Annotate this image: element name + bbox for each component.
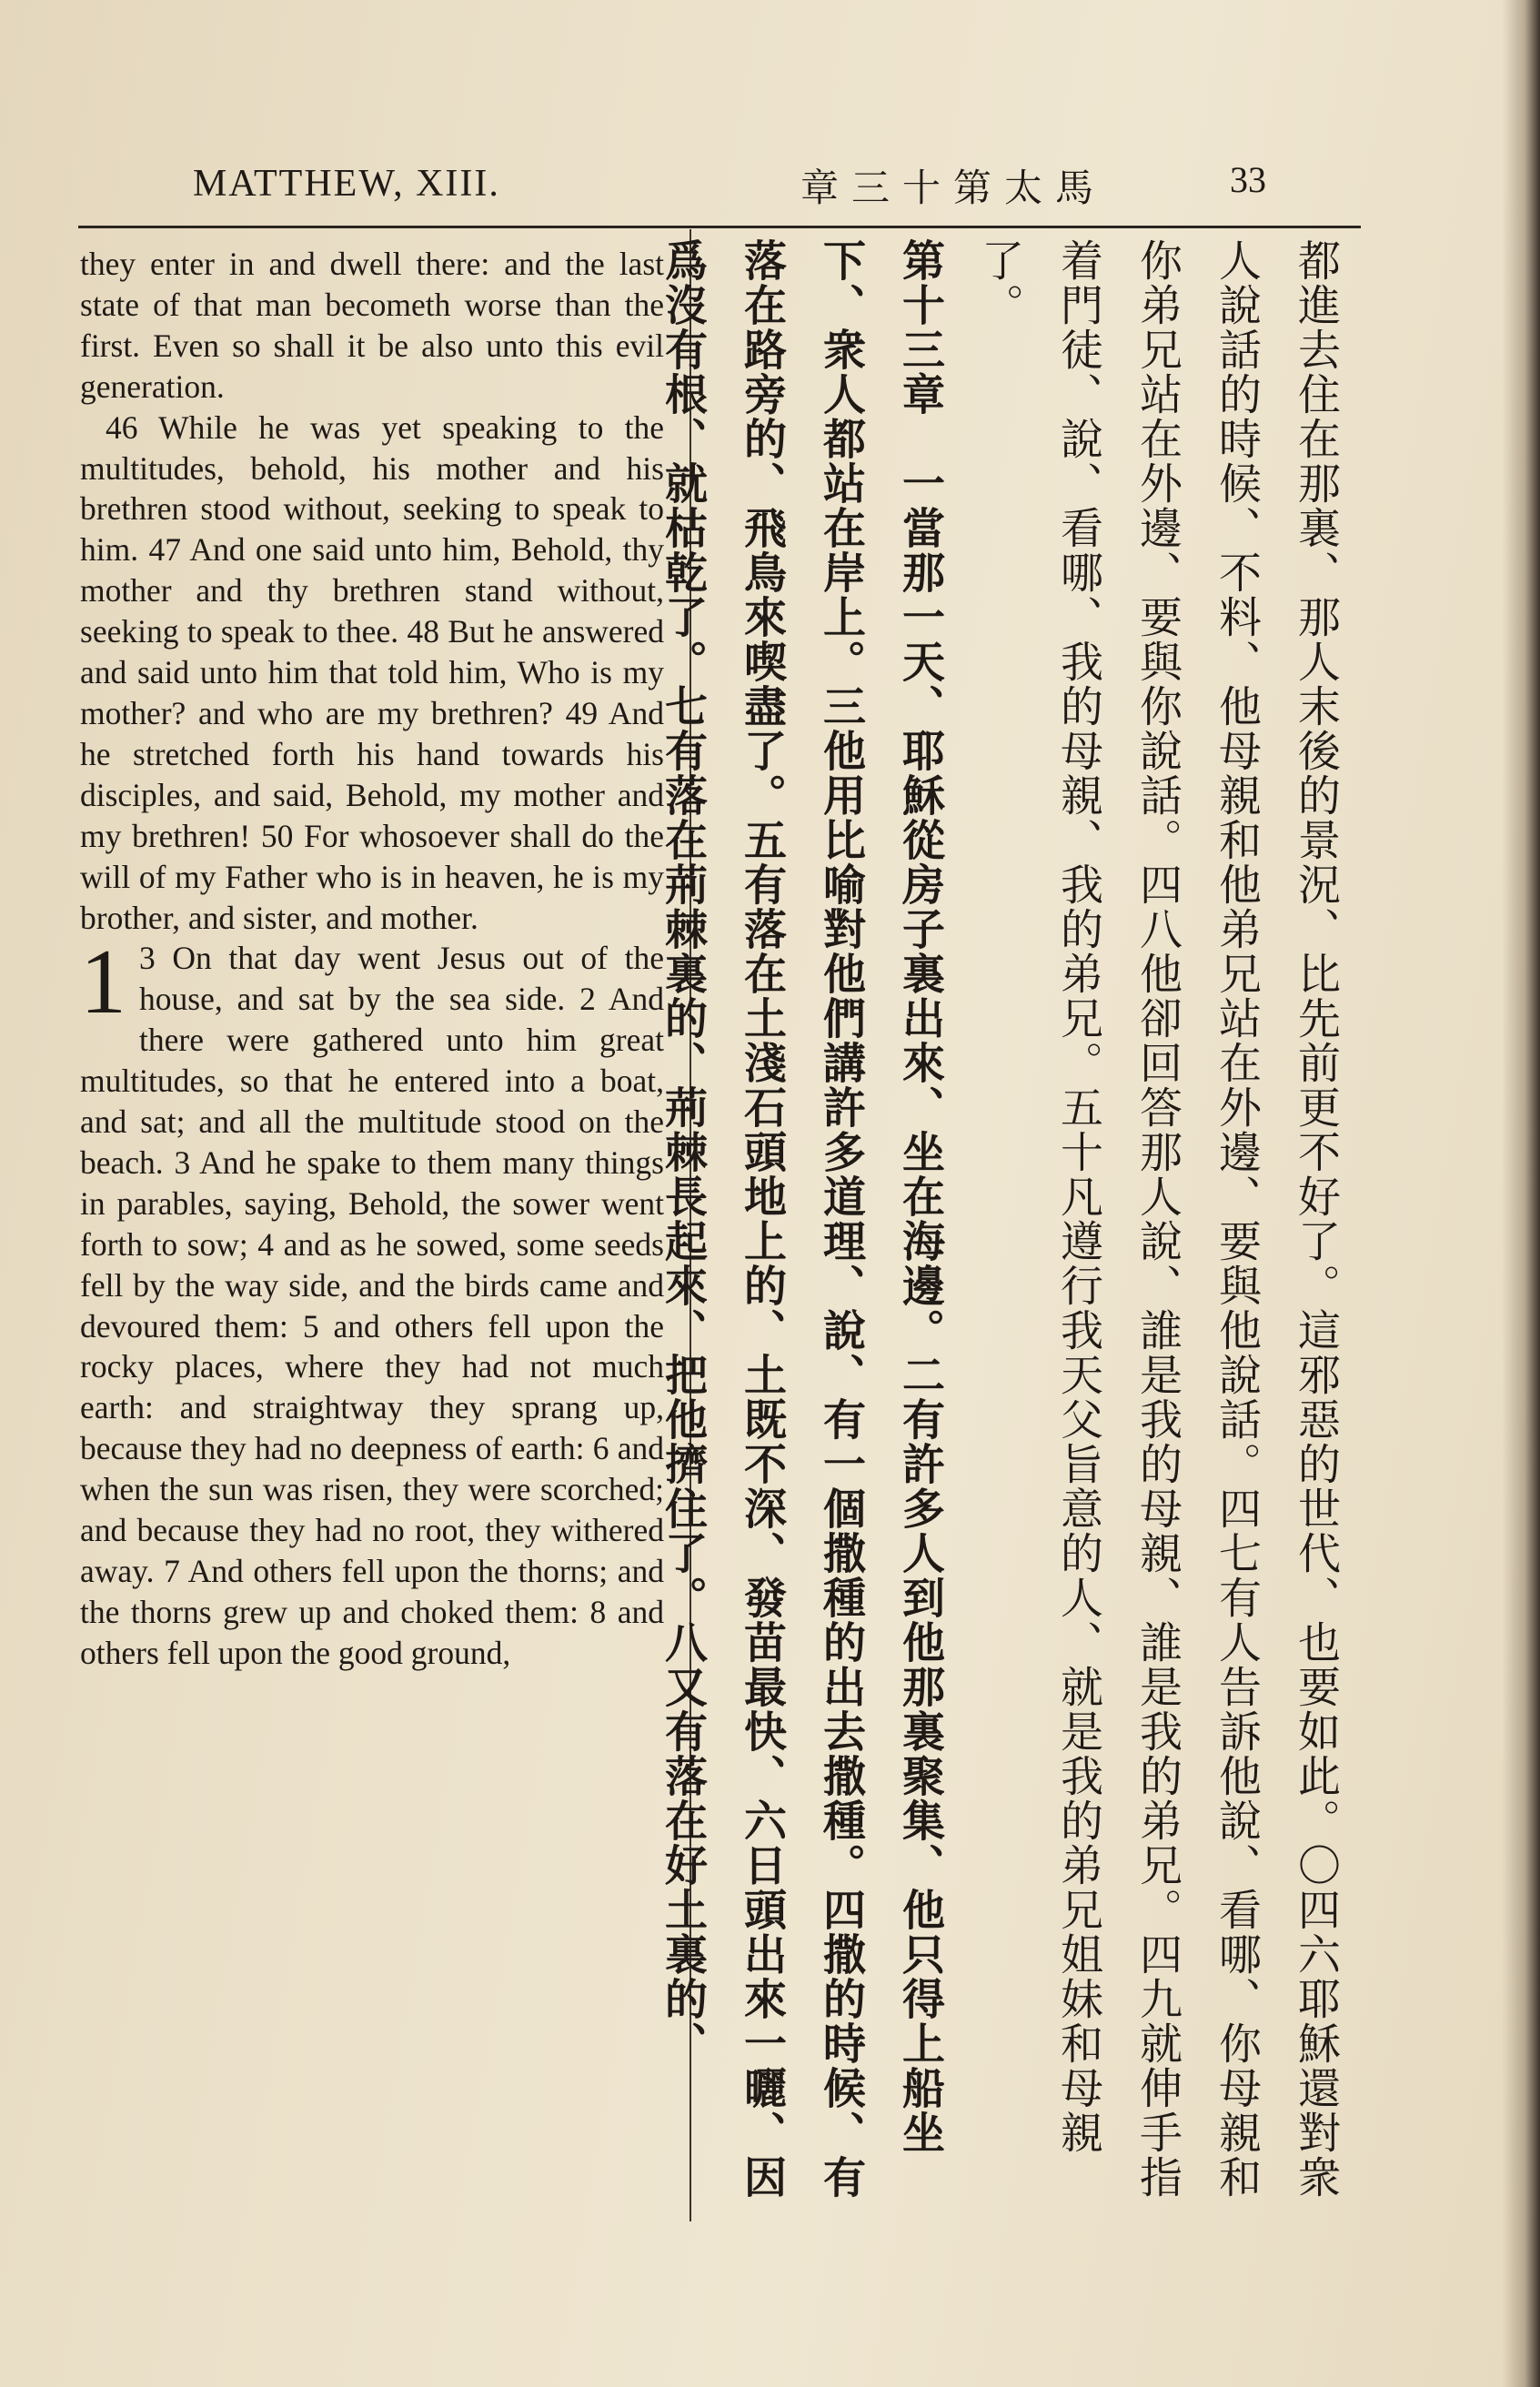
running-head-chinese: 馬太第十三章	[800, 166, 1107, 210]
english-column	[80, 244, 664, 1674]
page-header	[0, 153, 1540, 210]
english-paragraph: they enter in and dwell there: and the last state of that man becometh worse than the first. Even so shall it be also unto this evil generation.	[80, 246, 664, 405]
chinese-column	[658, 238, 1355, 2221]
page-number: 33	[1230, 159, 1266, 200]
chinese-paragraph: 都進去住在那裏、那人末後的景況、比先前更不好了。這邪惡的世代、也要如此。〇四六耶穌還對衆人說話的時候、不料、他母親和他弟兄站在外邊、要與他說話。四七有人告訴他說、看哪、你母親和你弟兄站在外邊、要與你說話。四八他卻回答那人說、誰是我的母親、誰是我的弟兄。四九就伸手指着門徒、說、看哪、我的母親、我的弟兄。五十凡遵行我天父旨意的人、就是我的弟兄姐妹和母親了。	[974, 238, 1341, 2200]
chinese-chapter-paragraph: 第十三章 一當那一天、耶穌從房子裏出來、坐在海邊。二有許多人到他那裏聚集、他只得上船坐下、衆人都站在岸上。三他用比喻對他們講許多道理、說、有一個撒種的出去撒種。四撒的時候、有落在路旁的、飛鳥來喫盡了。五有落在土淺石頭地上的、土既不深、發苗最快、六日頭出來一曬、因爲沒有根、就枯乾了。七有落在荊棘裏的、荊棘長起來、把他擠住了。八又有落在好土裏的、	[658, 238, 945, 2200]
header-rule	[78, 226, 1361, 228]
english-paragraph: 46 While he was yet speaking to the multitudes, behold, his mother and his brethren stood without, seeking to speak to him. 47 And one said unto him, Behold, thy mother and thy brethren stand without, seeking to speak to thee. 48 But he answered and said unto him that told him, Who is my mother? and who are my brethren? 49 And he stretched forth his hand towards his disciples, and said, Behold, my mother and my brethren! 50 For whosoever shall do the will of my Father who is in heaven, he is my brother, and sister, and mother.	[80, 408, 664, 936]
english-chapter-paragraph: 13 On that day went Jesus out of the house, and sat by the sea side. 2 And there were gathered unto him great multitudes, so that he entered into a boat, and sat; and all the multitude stood on the beach. 3 And he spake to them many things in parables, saying, Behold, the sower went forth to sow; 4 and as he sowed, some seeds fell by the way side, and the birds came and devoured them: 5 and others fell upon the rocky places, where they had not much earth: and straightway they sprang up, because they had no deepness of earth: 6 and when the sun was risen, they were scorched; and because they had no root, they withered away. 7 And others fell upon the thorns; and the thorns grew up and choked them: 8 and others fell upon the good ground,	[80, 931, 664, 1671]
running-head-english: MATTHEW, XIII.	[193, 163, 500, 205]
